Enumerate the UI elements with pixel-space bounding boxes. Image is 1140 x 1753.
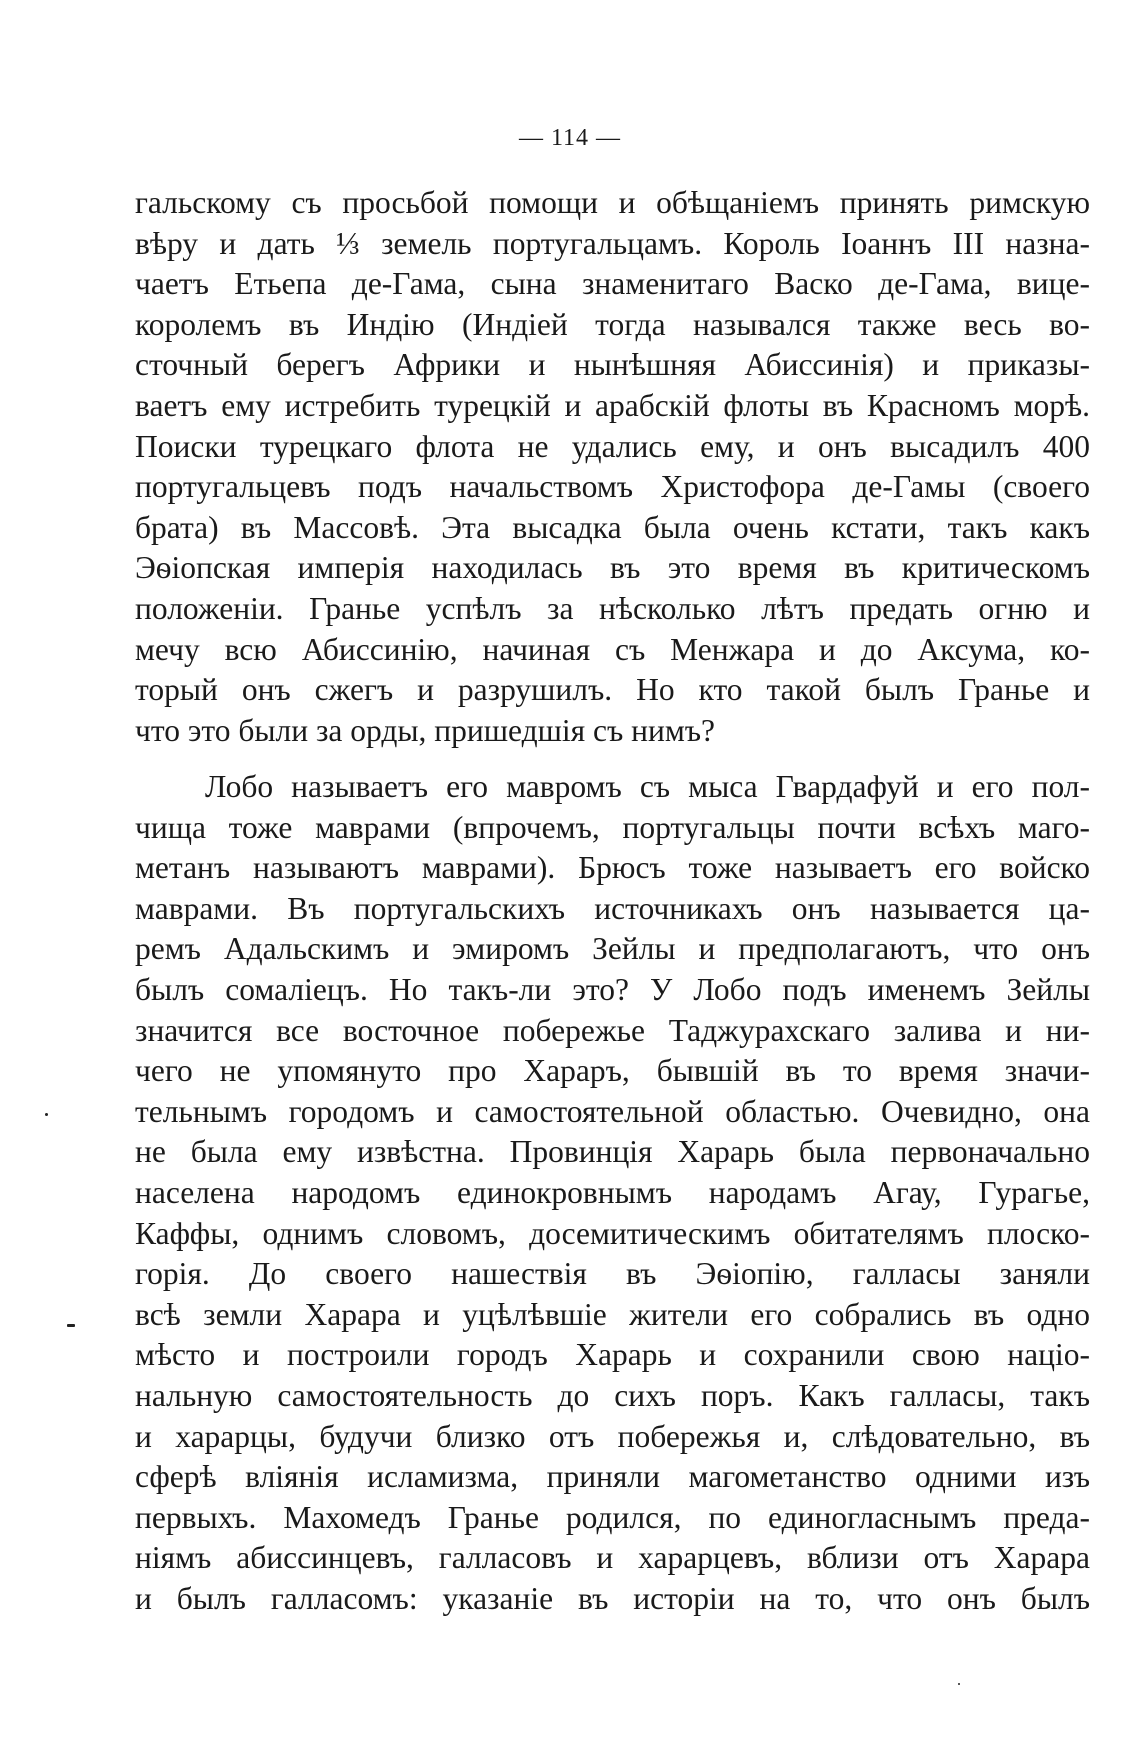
text-line: что это были за орды, пришедшія съ нимъ? <box>135 712 716 748</box>
text-line: ваетъ ему истребить турецкій и арабскій флоты въ Красномъ морѣ. <box>135 387 1090 423</box>
text-line: метанъ называютъ маврами). Брюсъ тоже называетъ его войско <box>135 850 1090 886</box>
text-line: ніямъ абиссинцевъ, галласовъ и харарцевъ, вблизи отъ Харара <box>135 1540 1090 1576</box>
text-line: сточный берегъ Африки и нынѣшняя Абиссинія) и приказы- <box>135 347 1090 383</box>
text-line: ремъ Адальскимъ и эмиромъ Зейлы и предполагаютъ, что онъ <box>135 931 1090 967</box>
text-line: положеніи. Гранье успѣлъ за нѣсколько лѣтъ предать огню и <box>135 590 1090 626</box>
text-line: Каффы, однимъ словомъ, досемитическимъ обитателямъ плоско- <box>135 1215 1090 1251</box>
scan-speck <box>958 1683 960 1685</box>
text-line: Поиски турецкаго флота не удались ему, и онъ высадилъ 400 <box>135 428 1090 464</box>
text-line: чища тоже маврами (впрочемъ, португальцы почти всѣхъ маго- <box>135 809 1090 845</box>
text-line: гальскому съ просьбой помощи и обѣщаніемъ принять римскую <box>135 185 1090 220</box>
page-number: — 114 — <box>518 125 622 151</box>
text-line: и харарцы, будучи близко отъ побережья и, слѣдовательно, въ <box>135 1418 1090 1454</box>
text-line: Эѳіопская имперія находилась въ это время въ критическомъ <box>135 550 1090 586</box>
text-line: значится все восточное побережье Таджурахскаго залива и ни- <box>135 1012 1090 1048</box>
text-line: горія. До своего нашествія въ Эѳіопію, галласы заняли <box>135 1256 1090 1292</box>
text-line: мечу всю Абиссинію, начиная съ Менжара и до Аксума, ко- <box>135 631 1090 667</box>
text-line: былъ сомаліецъ. Но такъ-ли это? У Лобо подъ именемъ Зейлы <box>135 971 1090 1007</box>
text-line: сферѣ вліянія исламизма, приняли магометанство одними изъ <box>135 1459 1090 1495</box>
text-line: и былъ галласомъ: указаніе въ исторіи на то, что онъ былъ <box>135 1580 1090 1616</box>
scan-speck <box>45 1113 48 1116</box>
paragraph-2 <box>135 767 1090 1619</box>
text-line: первыхъ. Махомедъ Гранье родился, по единогласнымъ преда- <box>135 1499 1090 1535</box>
text-line: королемъ въ Индію (Индіей тогда назывался также весь во- <box>135 306 1090 342</box>
text-line: чего не упомянуто про Хараръ, бывшій въ то время значи- <box>135 1053 1090 1089</box>
text-line: португальцевъ подъ начальствомъ Христофора де-Гамы (своего <box>135 469 1090 505</box>
text-line: мѣсто и построили городъ Харарь и сохранили свою націо- <box>135 1337 1090 1373</box>
text-line: не была ему извѣстна. Провинція Харарь была первоначально <box>135 1134 1090 1170</box>
scan-speck <box>67 1324 75 1327</box>
text-line: вѣру и дать ⅓ земель португальцамъ. Король Іоаннъ III назна- <box>135 225 1090 261</box>
text-line: маврами. Въ португальскихъ источникахъ онъ называется ца- <box>135 890 1090 926</box>
text-line: тельнымъ городомъ и самостоятельной областью. Очевидно, она <box>135 1093 1090 1129</box>
text-line: населена народомъ единокровнымъ народамъ Агау, Гурагье, <box>135 1174 1090 1210</box>
paragraph-1 <box>135 183 1090 751</box>
text-line: Лобо называетъ его мавромъ съ мыса Гвардафуй и его пол- <box>205 769 1090 804</box>
text-line: торый онъ сжегъ и разрушилъ. Но кто такой былъ Гранье и <box>135 672 1090 708</box>
text-line: всѣ земли Харара и уцѣлѣвшіе жители его собрались въ одно <box>135 1296 1090 1332</box>
text-line: нальную самостоятельность до сихъ поръ. Какъ галласы, такъ <box>135 1377 1090 1413</box>
text-line: брата) въ Массовѣ. Эта высадка была очень кстати, такъ какъ <box>135 509 1090 545</box>
text-line: чаетъ Етьепа де-Гама, сына знаменитаго Васко де-Гама, вице- <box>135 266 1090 302</box>
